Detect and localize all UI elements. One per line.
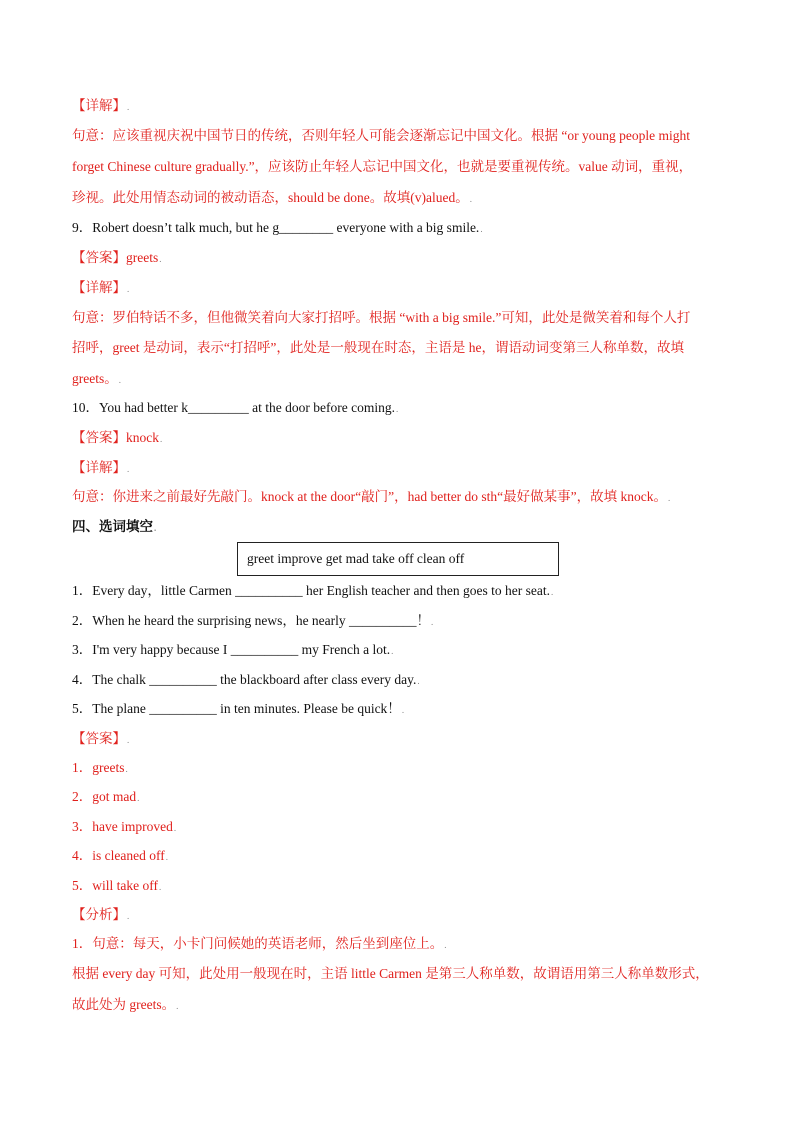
answer-item-4: 4．is cleaned off. [72,848,168,863]
section-heading-answer: 【答案】. [72,731,130,746]
explanation-text: greets。. [72,371,121,386]
explanation-text: 招呼，greet 是动词，表示“打招呼”，此处是一般现在时态，主语是 he，谓语动词变第三人称单数，故填 [72,340,684,355]
exercise-item-3: 3．I'm very happy because I __________ my French a lot.. [72,642,394,657]
section-heading-explanation: 【详解】. [72,280,130,295]
section-heading-explanation: 【详解】. [72,460,130,475]
analysis-text: 1．句意：每天，小卡门问候她的英语老师，然后坐到座位上。. [72,936,447,951]
question-10: 10．You had better k_________ at the door before coming.. [72,400,399,415]
answer-item-1: 1．greets. [72,760,128,775]
exercise-item-5: 5．The plane __________ in ten minutes. Please be quick！. [72,701,405,716]
word-bank-text: greet improve get mad take off clean off [247,551,465,566]
answer-item-3: 3．have improved. [72,819,177,834]
section-heading-explanation: 【详解】. [72,98,130,113]
analysis-text: 故此处为 greets。. [72,997,179,1012]
answer-9: 【答案】greets. [72,250,162,265]
explanation-text: forget Chinese culture gradually.”，应该防止年轻人忘记中国文化，也就是要重视传统。value 动词，重视， [72,159,693,174]
answer-item-2: 2．got mad. [72,789,140,804]
exercise-item-4: 4．The chalk __________ the blackboard after class every day.. [72,672,420,687]
exercise-item-1: 1．Every day，little Carmen __________ her English teacher and then goes to her seat.. [72,583,554,598]
explanation-text: 珍视。此处用情态动词的被动语态，should be done。故填(v)alued。. [72,190,472,205]
exercise-item-2: 2．When he heard the surprising news，he nearly __________！. [72,613,434,628]
word-bank-box [237,542,559,576]
explanation-text: 句意：应该重视庆祝中国节日的传统，否则年轻人可能会逐渐忘记中国文化。根据 “or young people might [72,128,690,143]
explanation-text: 句意：你进来之前最好先敲门。knock at the door“敲门”，had better do sth“最好做某事”，故填 knock。. [72,489,671,504]
answer-10: 【答案】knock. [72,430,163,445]
section-title: 四、选词填空. [72,519,157,534]
question-9: 9．Robert doesn’t talk much, but he g________ everyone with a big smile.. [72,220,483,235]
explanation-text: 句意：罗伯特话不多，但他微笑着向大家打招呼。根据 “with a big smile.”可知，此处是微笑着和每个人打 [72,310,691,325]
analysis-text: 根据 every day 可知，此处用一般现在时，主语 little Carmen 是第三人称单数，故谓语用第三人称单数形式， [72,966,709,981]
section-heading-analysis: 【分析】. [72,907,130,922]
answer-item-5: 5．will take off. [72,878,162,893]
